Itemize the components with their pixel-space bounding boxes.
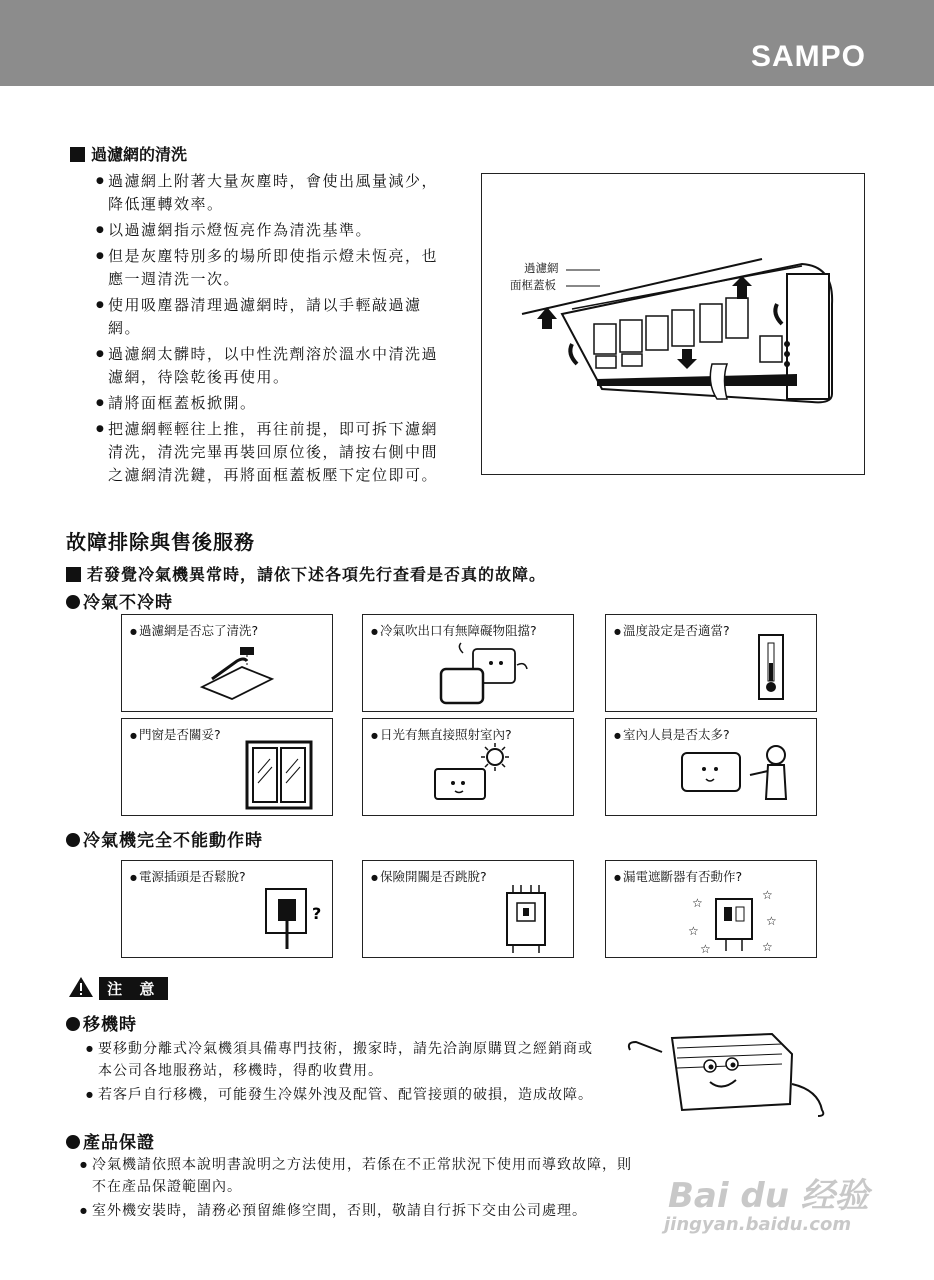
card-sunlight-check <box>362 718 574 816</box>
fuse-box-icon <box>501 883 551 953</box>
brand-logo: SAMPO <box>750 40 866 73</box>
card-outlet-check <box>362 614 574 712</box>
warning-icon <box>68 976 94 998</box>
filter-bullets <box>96 170 446 490</box>
card-caption: ● 電源插頭是否鬆脫? <box>130 867 246 885</box>
aircon-blocked-icon <box>433 641 533 707</box>
not-cool-title: 冷氣不冷時 <box>66 588 173 613</box>
moving-aircon-illustration <box>622 1024 837 1124</box>
dot-bullet-icon <box>66 1135 80 1149</box>
dot-bullet-icon <box>66 1017 80 1031</box>
caution-header <box>68 976 168 1000</box>
card-caption: ● 日光有無直接照射室內? <box>371 725 512 743</box>
baidu-watermark-url: jingyan.baidu.com <box>664 1214 852 1235</box>
warranty-title: 產品保證 <box>66 1128 155 1153</box>
move-bullets <box>86 1038 604 1108</box>
troubleshoot-title: 故障排除與售後服務 <box>66 530 255 554</box>
card-caption: ● 保險開關是否跳脫? <box>371 867 487 885</box>
card-caption: ● 門窗是否關妥? <box>130 725 221 743</box>
card-breaker-check <box>362 860 574 958</box>
list-item: ● 請將面框蓋板掀開。 <box>96 392 446 415</box>
filter-section-title: 過濾網的清洗 <box>70 142 187 165</box>
list-item: ● 使用吸塵器清理過濾網時，請以手輕敲過濾網。 <box>96 294 446 340</box>
list-item: ● 冷氣機請依照本說明書說明之方法使用，若係在不正常狀況下使用而導致故障，則不在產品保證範圍內。 <box>80 1154 640 1198</box>
header-bar <box>0 0 934 86</box>
troubleshoot-intro: 若發覺冷氣機異常時，請依下述各項先行查看是否真的故障。 <box>66 562 546 585</box>
window-icon <box>244 739 314 811</box>
list-item: ● 要移動分離式冷氣機須具備專門技術，搬家時，請先洽詢原購買之經銷商或本公司各地服務站，移機時，得酌收費用。 <box>86 1038 604 1082</box>
list-item: ● 把濾網輕輕往上推，再往前提，即可拆下濾網清洗，清洗完畢再裝回原位後，請按右側中間之濾網清洗鍵，再將面框蓋板壓下定位即可。 <box>96 418 446 487</box>
svg-text:☆: ☆ <box>762 888 773 902</box>
card-caption: ● 室內人員是否太多? <box>614 725 730 743</box>
card-caption: ● 溫度設定是否適當? <box>614 621 730 639</box>
baidu-watermark-logo: Bai du 经验 <box>668 1176 869 1216</box>
svg-text:☆: ☆ <box>692 896 703 910</box>
list-item: ● 若客戶自行移機，可能發生冷媒外洩及配管、配管接頭的破損，造成故障。 <box>86 1084 604 1106</box>
card-people-check <box>605 718 817 816</box>
figure-label-filter: 過濾網 <box>524 261 559 275</box>
svg-text:☆: ☆ <box>700 942 711 955</box>
card-caption: ● 過濾網是否忘了清洗? <box>130 621 258 639</box>
figure-label-cover: 面框蓋板 <box>510 278 556 292</box>
card-caption: ● 漏電遮斷器有否動作? <box>614 867 742 885</box>
square-bullet-icon <box>66 567 81 582</box>
thermometer-icon <box>756 633 786 703</box>
caution-label: 注 意 <box>99 977 168 1000</box>
aircon-person-icon <box>676 741 806 813</box>
list-item: ● 以過濾網指示燈恆亮作為清洗基準。 <box>96 219 446 242</box>
card-plug-check <box>121 860 333 958</box>
filter-figure <box>481 173 865 475</box>
card-temp-check <box>605 614 817 712</box>
dot-bullet-icon <box>66 833 80 847</box>
leakage-breaker-icon <box>686 885 782 955</box>
move-title: 移機時 <box>66 1010 137 1035</box>
list-item: ● 過濾網上附著大量灰塵時，會使出風量減少，降低運轉效率。 <box>96 170 446 216</box>
card-leakage-check <box>605 860 817 958</box>
list-item: ● 過濾網太髒時，以中性洗劑溶於溫水中清洗過濾網，待陰乾後再使用。 <box>96 343 446 389</box>
warranty-bullets <box>80 1154 640 1224</box>
svg-text:☆: ☆ <box>766 914 777 928</box>
card-filter-check <box>121 614 333 712</box>
aircon-filter-illustration <box>482 174 864 474</box>
aircon-sun-icon <box>423 741 513 811</box>
list-item: ● 室外機安裝時，請務必預留維修空間，否則，敬請自行拆下交由公司處理。 <box>80 1200 640 1222</box>
square-bullet-icon <box>70 147 85 162</box>
list-item: ● 但是灰塵特別多的場所即使指示燈未恆亮，也應一週清洗一次。 <box>96 245 446 291</box>
svg-text:☆: ☆ <box>688 924 699 938</box>
card-caption: ● 冷氣吹出口有無障礙物阻擋? <box>371 621 537 639</box>
not-work-title: 冷氣機完全不能動作時 <box>66 826 263 851</box>
filter-wash-icon <box>192 639 282 705</box>
svg-text:☆: ☆ <box>762 940 773 954</box>
dot-bullet-icon <box>66 595 80 609</box>
svg-text:?: ? <box>312 904 322 923</box>
card-window-check <box>121 718 333 816</box>
power-plug-icon <box>262 885 328 955</box>
